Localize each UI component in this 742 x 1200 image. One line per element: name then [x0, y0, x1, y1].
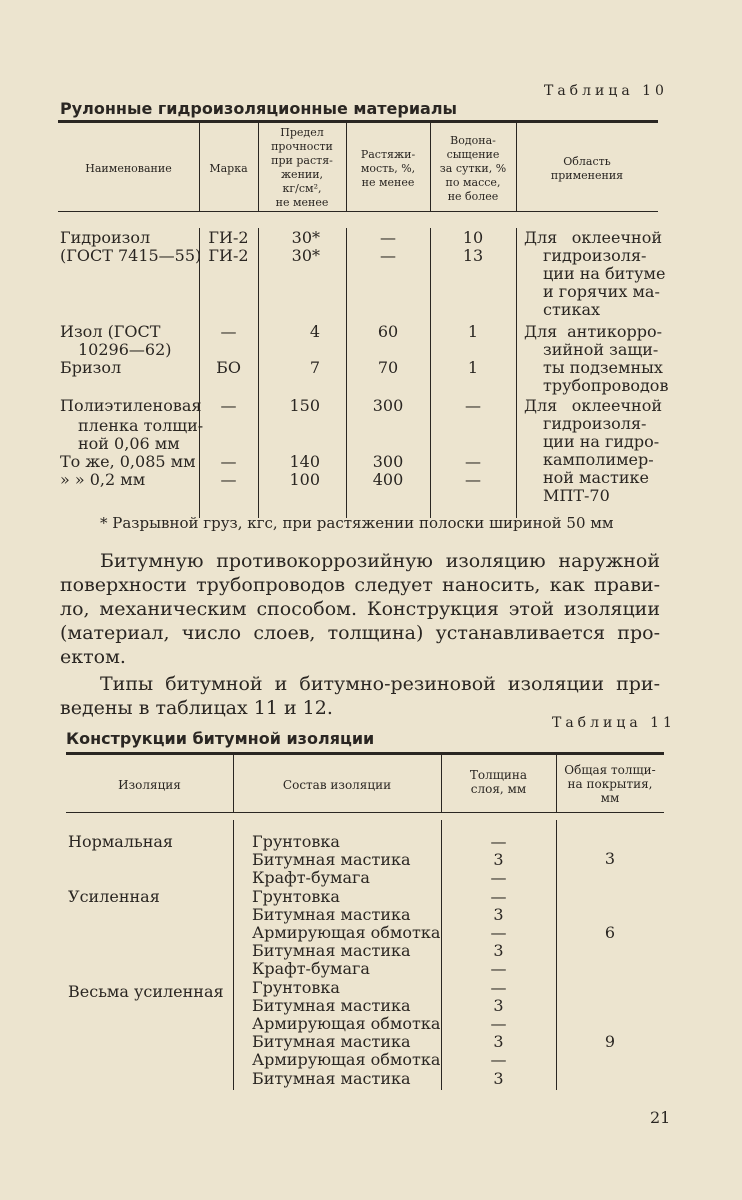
table11-header-composition: [233, 778, 441, 792]
table10-header-elongation: [346, 148, 430, 190]
table11-cell-layer-thickness: 3: [493, 996, 504, 1015]
header-line: слоя, мм: [470, 782, 527, 796]
table11-cell-composition: Армирующая обмотка: [252, 1050, 441, 1069]
table11-header-layer-thickness: [441, 768, 556, 796]
table11-cell-layer-thickness: —: [490, 868, 507, 887]
paragraph-1: [60, 549, 660, 669]
table10-cell-elongation: 60: [377, 322, 399, 341]
table11-cell-layer-thickness: —: [490, 923, 507, 942]
table11-cell-layer-thickness: 3: [493, 905, 504, 924]
table10-cell-name: пленка толщи-: [78, 416, 204, 435]
table11-cell-composition: Битумная мастика: [252, 1069, 411, 1088]
table10-cell-elongation: —: [380, 246, 396, 265]
table10-cell-application-area: и горячих ма-: [543, 282, 660, 301]
table10-cell-application-area: ции на битуме: [543, 264, 666, 283]
table10-vline: [516, 228, 517, 518]
header-line: кг/см²,: [282, 182, 322, 195]
table10-cell-mark: ГИ-2: [208, 246, 249, 265]
header-line: Марка: [209, 162, 248, 175]
table11-cell-composition: Битумная мастика: [252, 1032, 411, 1051]
table11-label: Таблица 11: [552, 715, 676, 731]
table11-cell-composition: Крафт-бумага: [252, 868, 370, 887]
header-line: не менее: [275, 196, 329, 209]
table10-caption: Рулонные гидроизоляционные материалы: [60, 99, 458, 118]
table10-cell-application-area: Для оклеечной: [524, 228, 662, 247]
table11-cell-layer-thickness: —: [490, 1014, 507, 1033]
header-line: прочности: [271, 140, 333, 153]
paragraph-line: ведены в таблицах 11 и 12.: [60, 697, 333, 719]
table11-cell-insulation-type: Нормальная: [68, 832, 173, 851]
table10-cell-elongation: 70: [377, 358, 399, 377]
table10-cell-mark: БО: [216, 358, 241, 377]
paragraph-line: ектом.: [60, 646, 126, 668]
header-line: Область: [563, 155, 611, 168]
table11-cell-layer-thickness: —: [490, 978, 507, 997]
table11-cell-composition: Битумная мастика: [252, 996, 411, 1015]
table10-cell-name: » » 0,2 мм: [60, 470, 146, 489]
paragraph-line: поверхности трубопроводов следует наносить, как прави-: [60, 574, 660, 596]
table10-cell-name: То же, 0,085 мм: [60, 452, 196, 471]
header-line: за сутки, %: [439, 162, 507, 175]
header-line: не менее: [361, 176, 415, 189]
table10-cell-water: 13: [462, 246, 484, 265]
paragraph-line: Битумную противокоррозийную изоляцию наружной: [100, 550, 660, 572]
table10-cell-application-area: Для оклеечной: [524, 396, 662, 415]
table10-cell-name: ной 0,06 мм: [78, 434, 180, 453]
table11-header-total-thickness: [556, 763, 664, 805]
table10-cell-application-area: стиках: [543, 300, 601, 319]
table10-cell-name: Гидроизол: [60, 228, 151, 247]
table10-cell-mark: —: [220, 470, 237, 489]
table10-cell-application-area: Для антикорро-: [524, 322, 662, 341]
paragraph-line: ло, механическим способом. Конструкция этой изоляции: [60, 598, 660, 620]
table10-top-rule: [58, 120, 658, 123]
table11-cell-layer-thickness: 3: [493, 941, 504, 960]
table10-cell-water: —: [465, 452, 481, 471]
table10-cell-strength: 30*: [291, 228, 320, 247]
table10-cell-strength: 140: [289, 452, 320, 471]
paragraph-2: [60, 672, 660, 720]
table11-cell-composition: Битумная мастика: [252, 905, 411, 924]
table10-cell-name: Изол (ГОСТ: [60, 322, 161, 341]
table10-cell-application-area: ной мастике: [543, 468, 649, 487]
table10-cell-name: 10296—62): [78, 340, 172, 359]
header-line: сыщение: [446, 148, 500, 161]
table11-cell-layer-thickness: —: [490, 1050, 507, 1069]
table10-cell-elongation: —: [380, 228, 396, 247]
table11-cell-composition: Крафт-бумага: [252, 959, 370, 978]
table11-cell-layer-thickness: —: [490, 959, 507, 978]
table11-header-insulation: [66, 778, 233, 792]
header-line: Толщина: [469, 768, 528, 782]
table10-cell-strength: 150: [289, 396, 320, 415]
header-line: Наименование: [85, 162, 172, 175]
table10-cell-strength: 30*: [291, 246, 320, 265]
table10-cell-water: —: [465, 470, 481, 489]
paragraph-line: Типы битумной и битумно-резиновой изоляции при-: [100, 673, 660, 695]
table11-cell-total-thickness: 9: [604, 1032, 616, 1051]
table10-cell-water: —: [465, 396, 481, 415]
table10-cell-strength: 4: [309, 322, 320, 341]
header-line: Растяжи-: [360, 148, 416, 161]
table11-cell-layer-thickness: 3: [493, 1069, 504, 1088]
table10-cell-mark: —: [220, 322, 237, 341]
table10-cell-elongation: 300: [372, 396, 404, 415]
table10-cell-strength: 100: [289, 470, 320, 489]
table11-cell-composition: Грунтовка: [252, 978, 340, 997]
table10-cell-application-area: зийной защи-: [543, 340, 659, 359]
table10-header-mark: [199, 162, 258, 176]
table10-header-rule: [58, 211, 658, 212]
table11-cell-composition: Битумная мастика: [252, 850, 411, 869]
table10-footnote: * Разрывной груз, кгс, при растяжении полоски шириной 50 мм: [100, 514, 614, 532]
table10-cell-application-area: ции на гидро-: [543, 432, 660, 451]
header-line: Водона-: [450, 134, 496, 147]
table11-cell-layer-thickness: 3: [493, 850, 504, 869]
header-line: Предел: [280, 126, 324, 139]
header-line: Общая толщи-: [564, 763, 656, 777]
table10-cell-elongation: 300: [372, 452, 404, 471]
table11-cell-composition: Грунтовка: [252, 832, 340, 851]
header-line: Состав изоляции: [282, 778, 392, 792]
table10-header-water-saturation: [430, 134, 516, 204]
table10-cell-mark: —: [220, 452, 237, 471]
table10-cell-application-area: гидроизоля-: [543, 246, 647, 265]
table10-cell-application-area: камполимер-: [543, 450, 654, 469]
table11-cell-layer-thickness: 3: [493, 1032, 504, 1051]
table11-header-rule: [66, 812, 664, 813]
header-line: при растя-: [271, 154, 333, 167]
table11-top-rule: [66, 752, 664, 755]
table11-vline: [233, 820, 234, 1090]
header-line: по массе,: [445, 176, 501, 189]
table10-cell-application-area: ты подземных: [543, 358, 663, 377]
table11-cell-total-thickness: 6: [604, 923, 616, 942]
header-line: применения: [550, 169, 624, 182]
table10-cell-name: Бризол: [60, 358, 122, 377]
table10-cell-water: 1: [467, 358, 479, 377]
table11-cell-insulation-type: Весьма усиленная: [68, 982, 224, 1001]
header-line: мость, %,: [360, 162, 416, 175]
paragraph-line: (материал, число слоев, толщина) устанавливается про-: [60, 622, 660, 644]
header-line: Изоляция: [118, 778, 181, 792]
table10-cell-name: Полиэтиленовая: [60, 396, 202, 415]
table11-caption: Конструкции битумной изоляции: [66, 729, 375, 748]
table10-cell-water: 1: [467, 322, 479, 341]
table10-cell-strength: 7: [309, 358, 320, 377]
header-line: на покрытия,: [567, 777, 653, 791]
table10-header-application-area: [516, 155, 658, 183]
table11-cell-composition: Битумная мастика: [252, 941, 411, 960]
table11-cell-layer-thickness: —: [490, 887, 507, 906]
header-line: мм: [600, 791, 620, 805]
table10-cell-mark: —: [220, 396, 237, 415]
table10-cell-mark: ГИ-2: [208, 228, 249, 247]
table11-cell-insulation-type: Усиленная: [68, 887, 160, 906]
table11-cell-total-thickness: 3: [604, 849, 616, 868]
table10-cell-water: 10: [462, 228, 484, 247]
page-number: 21: [650, 1108, 671, 1127]
table10-cell-elongation: 400: [372, 470, 404, 489]
table10-header-name: [58, 162, 199, 176]
table10-cell-application-area: МПТ-70: [543, 486, 610, 505]
table11-cell-composition: Грунтовка: [252, 887, 340, 906]
table11-cell-composition: Армирующая обмотка: [252, 1014, 441, 1033]
table10-header-strength: [258, 126, 346, 210]
header-line: жении,: [280, 168, 324, 181]
table10-cell-application-area: трубопроводов: [543, 376, 669, 395]
table10-cell-name: (ГОСТ 7415—55): [60, 246, 202, 265]
table10-cell-application-area: гидроизоля-: [543, 414, 647, 433]
table11-cell-composition: Армирующая обмотка: [252, 923, 441, 942]
table11-cell-layer-thickness: —: [490, 832, 507, 851]
table10-label: Таблица 10: [544, 83, 668, 99]
header-line: не более: [447, 190, 499, 203]
